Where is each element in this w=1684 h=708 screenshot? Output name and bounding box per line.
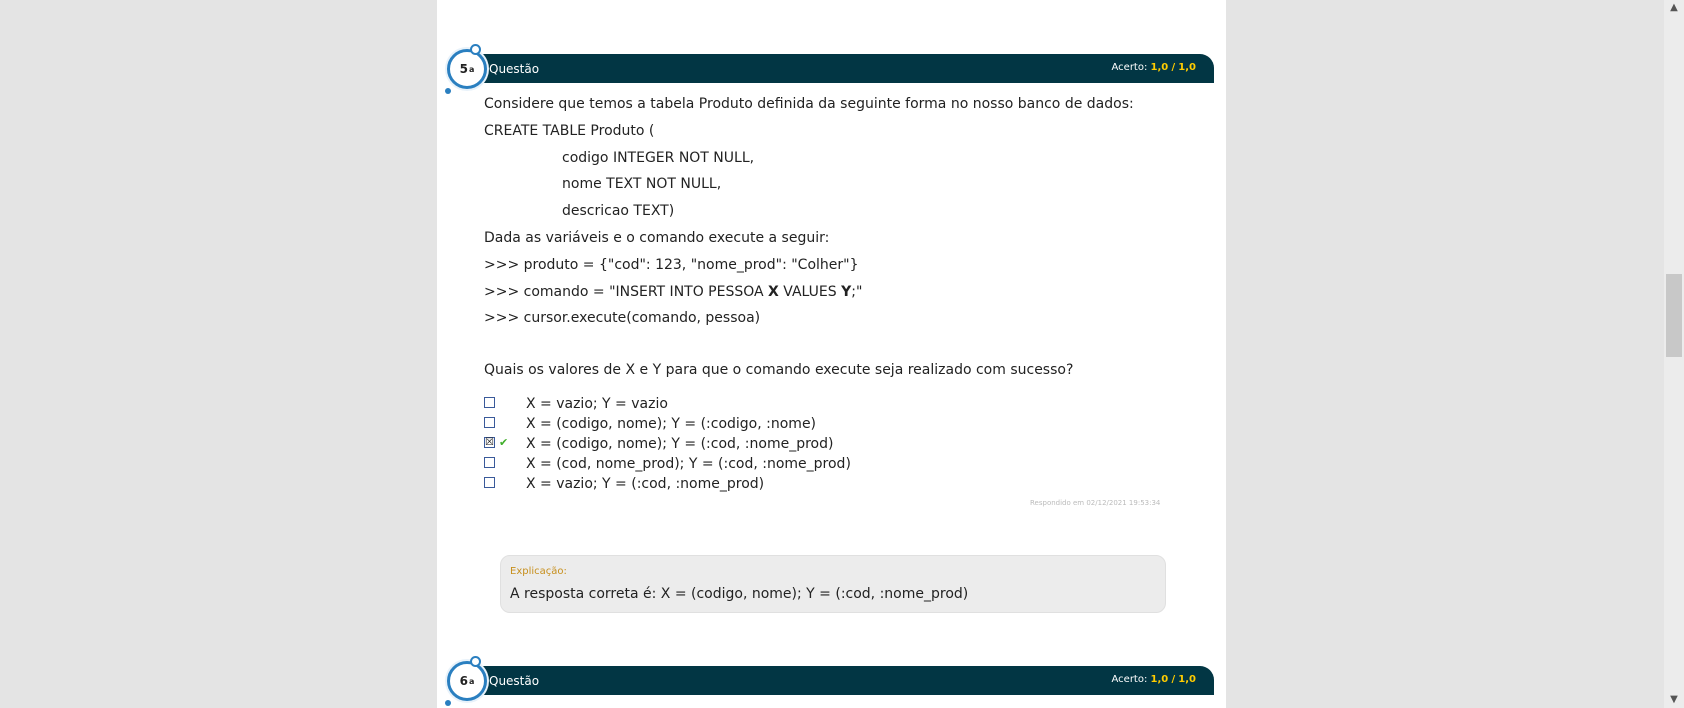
option-text: X = (codigo, nome); Y = (:cod, :nome_prod) [526,436,834,452]
option-text: X = vazio; Y = (:cod, :nome_prod) [526,476,765,492]
badge-tail-dot [445,700,451,706]
option-text: X = vazio; Y = vazio [526,396,668,412]
option-checkbox[interactable] [484,417,495,428]
scrollbar-thumb[interactable] [1666,274,1682,357]
option-text: X = (cod, nome_prod); Y = (:cod, :nome_prod) [526,456,851,472]
column-line-nome: nome TEXT NOT NULL, [562,176,722,192]
create-table-line: CREATE TABLE Produto ( [484,123,655,139]
option-2[interactable] [484,416,904,434]
score: Acerto: 1,0 / 1,0 [1111,62,1196,73]
question-header-5 [465,54,1214,83]
option-4[interactable] [484,456,904,474]
code-line-execute: >>> cursor.execute(comando, pessoa) [484,310,761,326]
question-intro: Considere que temos a tabela Produto definida da seguinte forma no nosso banco de dados: [484,96,1134,112]
column-line-codigo: codigo INTEGER NOT NULL, [562,150,755,166]
vertical-scrollbar[interactable] [1664,0,1684,708]
option-checkbox[interactable] [484,457,495,468]
question-header-6 [465,666,1214,695]
option-text: X = (codigo, nome); Y = (:codigo, :nome) [526,416,817,432]
score: Acerto: 1,0 / 1,0 [1111,674,1196,685]
option-5[interactable] [484,476,904,494]
explanation-box [500,555,1166,613]
question-title: Questão [489,62,540,76]
scroll-up-arrow-icon[interactable]: ▲ [1670,2,1678,13]
variables-intro: Dada as variáveis e o comando execute a seguir: [484,230,830,246]
option-checkbox[interactable] [484,397,495,408]
explanation-text: A resposta correta é: X = (codigo, nome); Y = (:cod, :nome_prod) [510,586,969,602]
question-prompt: Quais os valores de X e Y para que o comando execute seja realizado com sucesso? [484,362,1074,378]
answered-timestamp: Respondido em 02/12/2021 19:53:34 [1030,499,1161,507]
question-number-badge: 6 a [447,661,487,701]
question-number-badge: 5 a [447,49,487,89]
option-checkbox-checked[interactable]: ☒ [485,437,494,448]
correct-check-icon: ✔ [499,436,509,449]
badge-dot [470,656,481,667]
scroll-down-arrow-icon[interactable]: ▼ [1670,694,1678,705]
code-line-comando: >>> comando = "INSERT INTO PESSOA X VALUES Y;" [484,284,863,300]
question-title: Questão [489,674,540,688]
option-1[interactable] [484,396,904,414]
option-3[interactable] [484,436,904,454]
column-line-descricao: descricao TEXT) [562,203,675,219]
explanation-label: Explicação: [510,566,567,577]
option-checkbox[interactable] [484,477,495,488]
badge-dot [470,44,481,55]
code-line-produto: >>> produto = {"cod": 123, "nome_prod": "Colher"} [484,257,859,273]
badge-tail-dot [445,88,451,94]
